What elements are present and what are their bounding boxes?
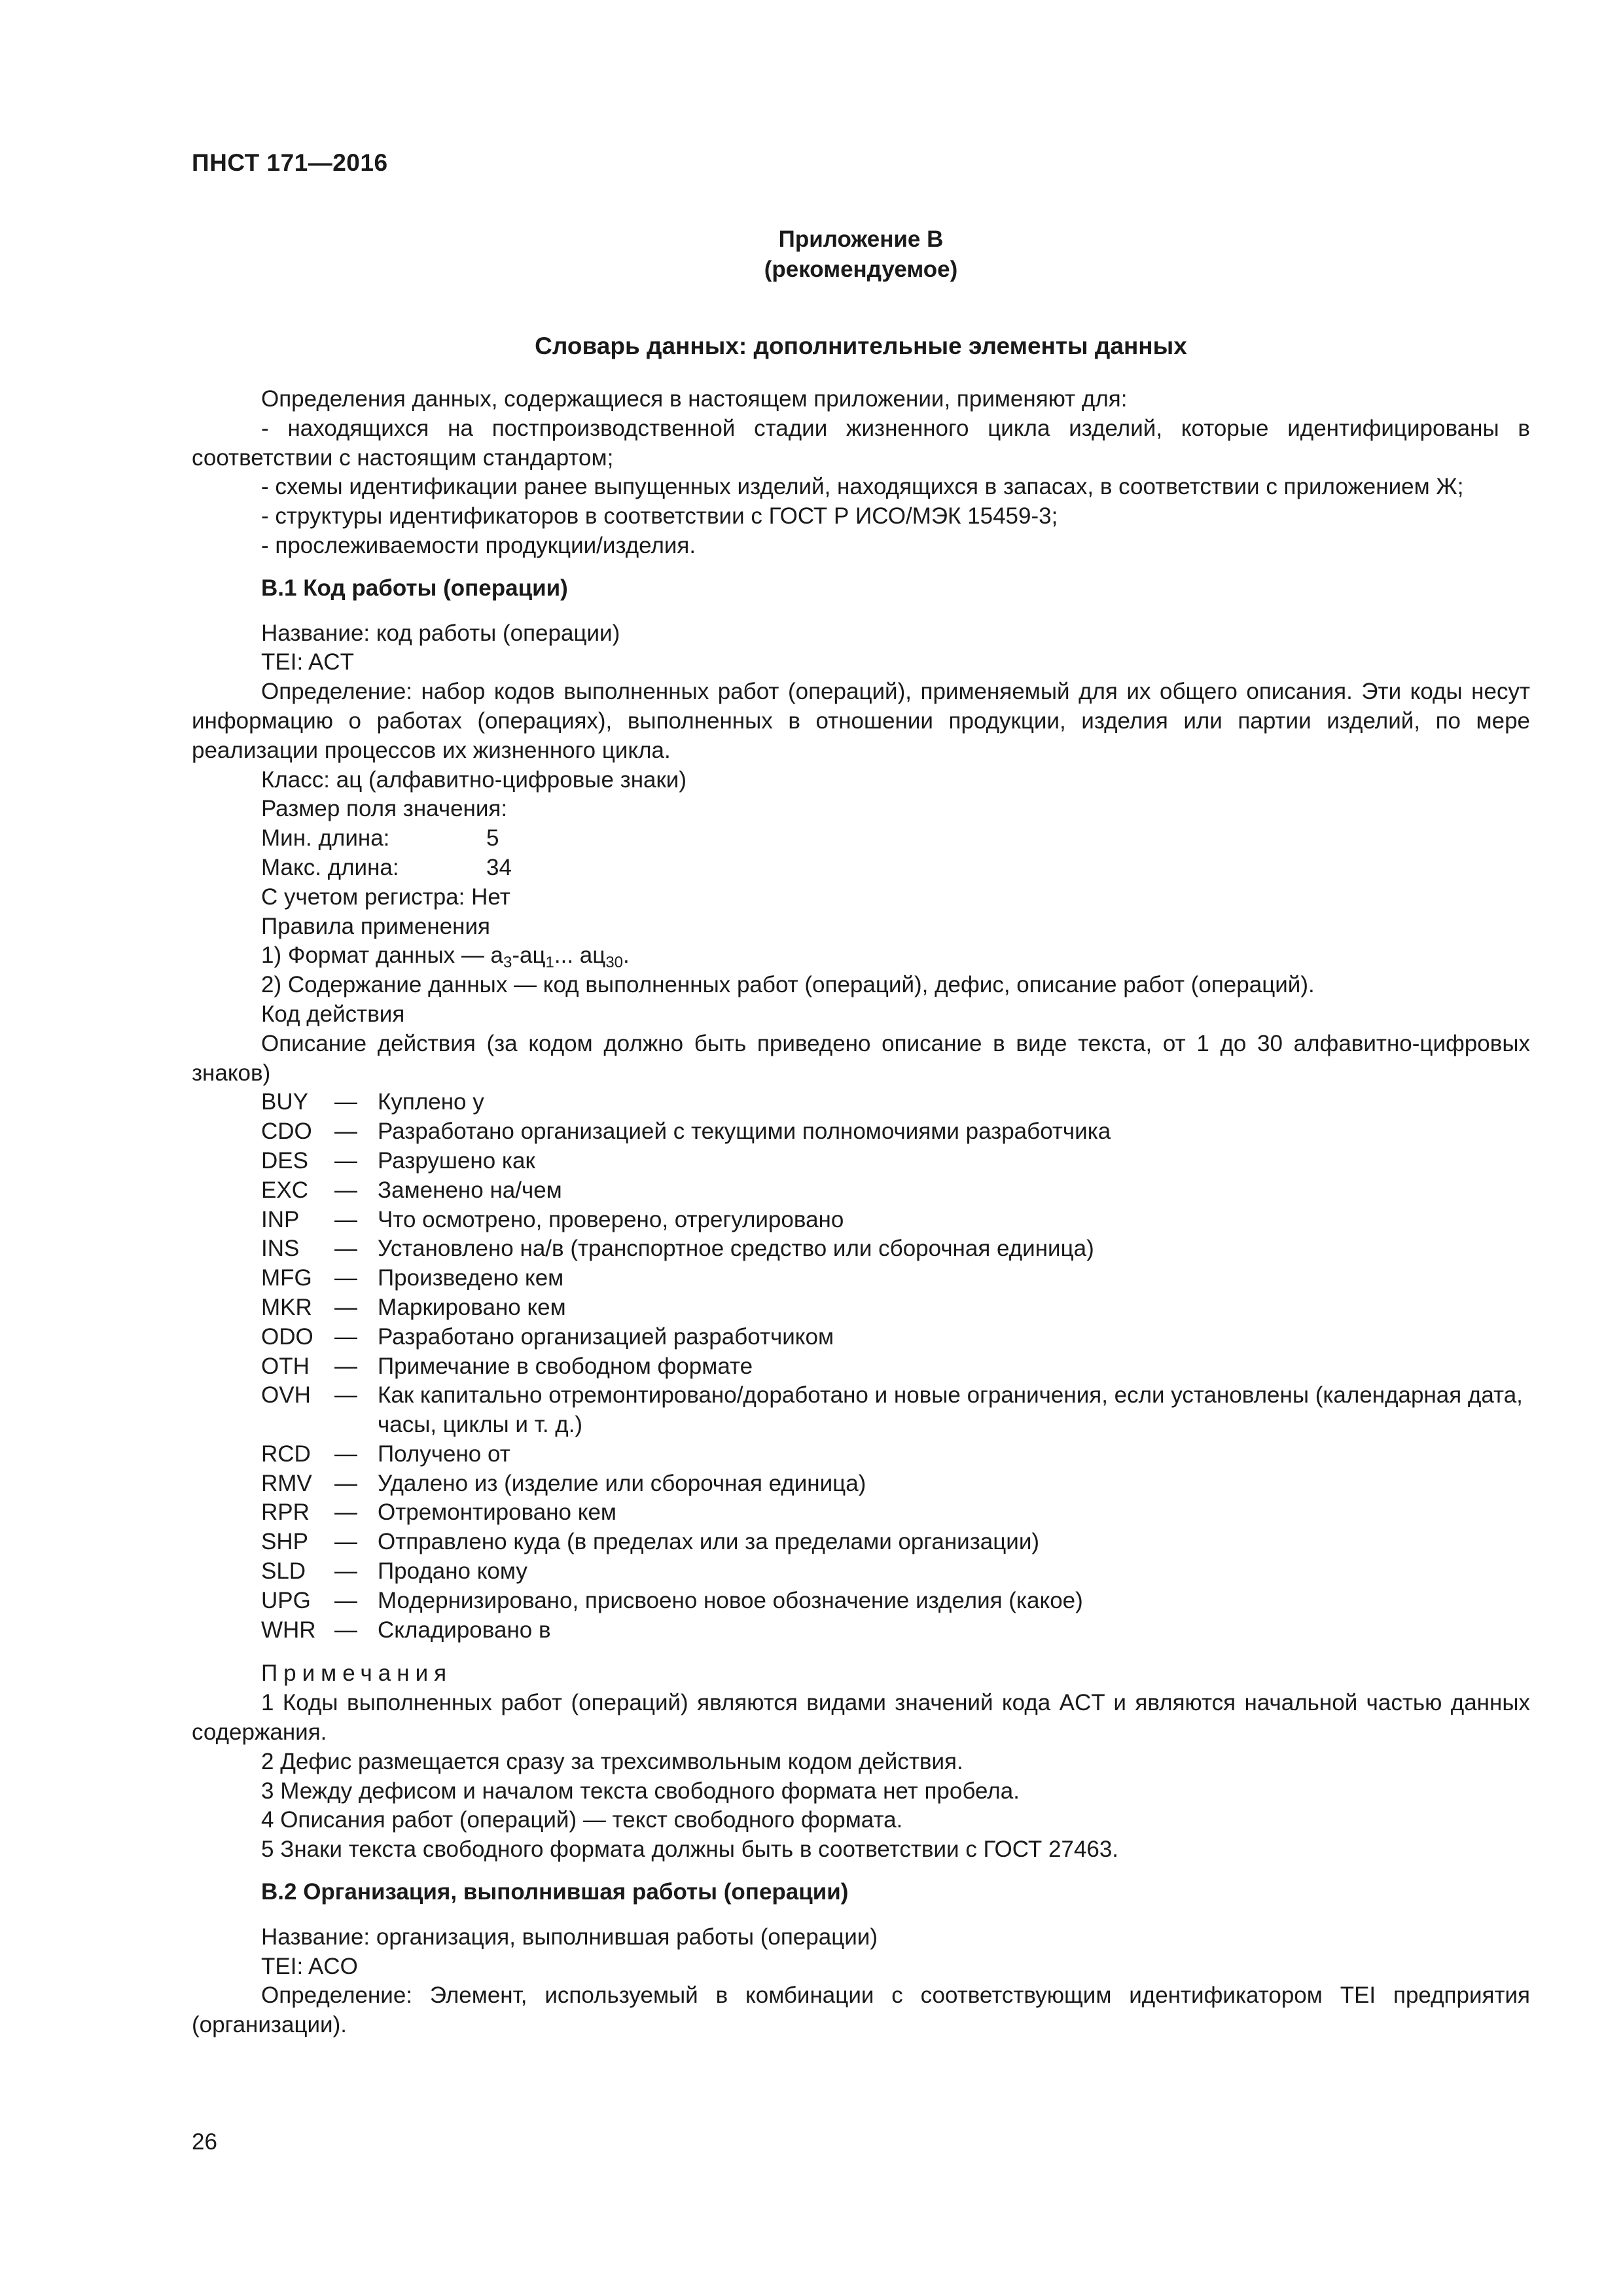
b1-field-size: Размер поля значения: (261, 796, 508, 822)
action-code: SHP (261, 1529, 308, 1555)
action-code-row (192, 1440, 1530, 1469)
action-code-description: — Маркировано кем (334, 1294, 566, 1320)
b1-min-length (192, 824, 1530, 853)
action-code-description: — Отремонтировано кем (334, 1499, 616, 1526)
b1-case-sensitive: С учетом регистра: Нет (261, 884, 510, 910)
action-code-description: — Отправлено куда (в пределах или за пределами организации) (334, 1529, 1040, 1555)
section-heading-b1: В.1 Код работы (операции) (261, 575, 568, 601)
action-code-description: — Установлено на/в (транспортное средство или сборочная единица) (334, 1236, 1094, 1262)
action-code: EXC (261, 1177, 308, 1203)
min-length-label: Мин. длина: (261, 825, 390, 852)
action-code-description: — Произведено кем (334, 1265, 564, 1291)
action-code: WHR (261, 1617, 316, 1643)
action-code: INP (261, 1206, 300, 1232)
note-item: 2 Дефис размещается сразу за трехсимвольным кодом действия. (261, 1748, 963, 1774)
notes-title: Примечания (261, 1660, 453, 1687)
action-code-description: — Модернизировано, присвоено новое обозначение изделия (какое) (334, 1587, 1083, 1613)
action-code-row (192, 1352, 1530, 1382)
action-code-description: — Разработано организацией разработчиком (334, 1323, 834, 1350)
b1-action-desc: Описание действия (за кодом должно быть приведено описание в виде текста, от 1 до 30 алфавитно-цифровых знаков) (192, 1030, 1530, 1086)
intro-item: - прослеживаемости продукции/изделия. (261, 532, 696, 558)
min-length-value: 5 (486, 825, 499, 852)
document-body (192, 385, 1530, 2040)
action-code-description: — Примечание в свободном формате (334, 1353, 753, 1379)
action-code-description: — Заменено на/чем (334, 1177, 562, 1203)
b1-content: 2) Содержание данных — код выполненных работ (операций), дефис, описание работ (операций). (261, 972, 1315, 998)
action-code-row (192, 1587, 1530, 1616)
action-code-row (192, 1206, 1530, 1235)
action-code-row (192, 1176, 1530, 1206)
note-item: 1 Коды выполненных работ (операций) являются видами значений кода ACT и являются начальной частью данных содержания. (192, 1690, 1530, 1746)
action-code: MFG (261, 1265, 312, 1291)
b1-format: 1) Формат данных — $а_3-ац_1$... $ац_{30}$. (261, 942, 630, 972)
intro-lead: Определения данных, содержащиеся в настоящем приложении, применяют для: (261, 386, 1128, 412)
section-heading-b2: В.2 Организация, выполнившая работы (операции) (261, 1879, 849, 1905)
note-item: 4 Описания работ (операций) — текст свободного формата. (261, 1807, 903, 1833)
action-code-row (192, 1381, 1530, 1440)
action-code-row (192, 1088, 1530, 1117)
b1-class: Класс: ац (алфавитно-цифровые знаки) (261, 766, 687, 793)
action-code-description: — Продано кому (334, 1558, 527, 1585)
action-code-row (192, 1234, 1530, 1264)
action-code-description: — Как капитально отремонтировано/доработано и новые ограничения, если установлены (календарная дата, часы, циклы и т. д.) (334, 1382, 1523, 1438)
action-code: SLD (261, 1558, 306, 1585)
b2-tei: TEI: ACO (261, 1953, 358, 1979)
b1-tei: TEI: ACT (261, 649, 354, 675)
action-code: OVH (261, 1382, 311, 1408)
action-code: RMV (261, 1470, 312, 1496)
action-code: RPR (261, 1499, 310, 1526)
page-number: 26 (192, 2129, 217, 2155)
action-code: CDO (261, 1119, 312, 1145)
action-code-description: — Складировано в (334, 1617, 551, 1643)
action-code: OTH (261, 1353, 310, 1379)
action-code: INS (261, 1236, 300, 1262)
action-code-description: — Получено от (334, 1441, 510, 1467)
b1-max-length (192, 853, 1530, 883)
max-length-value: 34 (486, 854, 512, 880)
b2-definition: Определение: Элемент, используемый в комбинации с соответствующим идентификатором TEI предприятия (организации). (192, 1982, 1530, 2038)
b2-name: Название: организация, выполнившая работы (операции) (261, 1924, 878, 1950)
action-code-row (192, 1264, 1530, 1293)
action-code-row (192, 1147, 1530, 1176)
action-code-row (192, 1557, 1530, 1587)
action-code: UPG (261, 1587, 311, 1613)
action-code: DES (261, 1147, 308, 1174)
action-code-row (192, 1498, 1530, 1528)
action-code-description: — Удалено из (изделие или сборочная единица) (334, 1470, 866, 1496)
document-title: Словарь данных: дополнительные элементы данных (535, 332, 1187, 359)
b1-action-code: Код действия (261, 1001, 405, 1027)
b1-definition: Определение: набор кодов выполненных работ (операций), применяемый для их общего описания. Эти коды несут информацию о работах (операциях), выполненных в отношении продукции, изделия или партии изделий, по мере реализации процессов их жизненного цикла. (192, 679, 1530, 763)
action-code-row (192, 1616, 1530, 1645)
action-code-description: — Разрушено как (334, 1147, 535, 1174)
action-code-row (192, 1528, 1530, 1557)
intro-item: - структуры идентификаторов в соответствии с ГОСТ Р ИСО/МЭК 15459-3; (261, 503, 1058, 529)
b1-name: Название: код работы (операции) (261, 620, 620, 646)
action-code-row (192, 1469, 1530, 1499)
action-code-description: — Куплено у (334, 1089, 484, 1115)
appendix-status: (рекомендуемое) (764, 257, 958, 282)
action-code: RCD (261, 1441, 311, 1467)
action-code: ODO (261, 1323, 313, 1350)
action-code-description: — Что осмотрено, проверено, отрегулировано (334, 1206, 844, 1232)
action-code-row (192, 1117, 1530, 1147)
intro-item: - находящихся на постпроизводственной стадии жизненного цикла изделий, которые идентифицированы в соответствии с настоящим стандартом; (192, 415, 1530, 471)
b1-rules: Правила применения (261, 913, 490, 939)
action-code-list (192, 1088, 1530, 1645)
appendix-title: Приложение В (778, 226, 944, 252)
note-item: 5 Знаки текста свободного формата должны быть в соответствии с ГОСТ 27463. (261, 1837, 1119, 1863)
max-length-label: Макс. длина: (261, 854, 399, 880)
action-code-description: — Разработано организацией с текущими полномочиями разработчика (334, 1119, 1111, 1145)
appendix-heading (192, 224, 1530, 285)
intro-item: - схемы идентификации ранее выпущенных изделий, находящихся в запасах, в соответствии с приложением Ж; (261, 474, 1464, 500)
action-code-row (192, 1293, 1530, 1323)
standard-designation: ПНСТ 171—2016 (192, 149, 388, 176)
note-item: 3 Между дефисом и началом текста свободного формата нет пробела. (261, 1778, 1020, 1804)
action-code: MKR (261, 1294, 312, 1320)
action-code: BUY (261, 1089, 308, 1115)
action-code-row (192, 1323, 1530, 1352)
